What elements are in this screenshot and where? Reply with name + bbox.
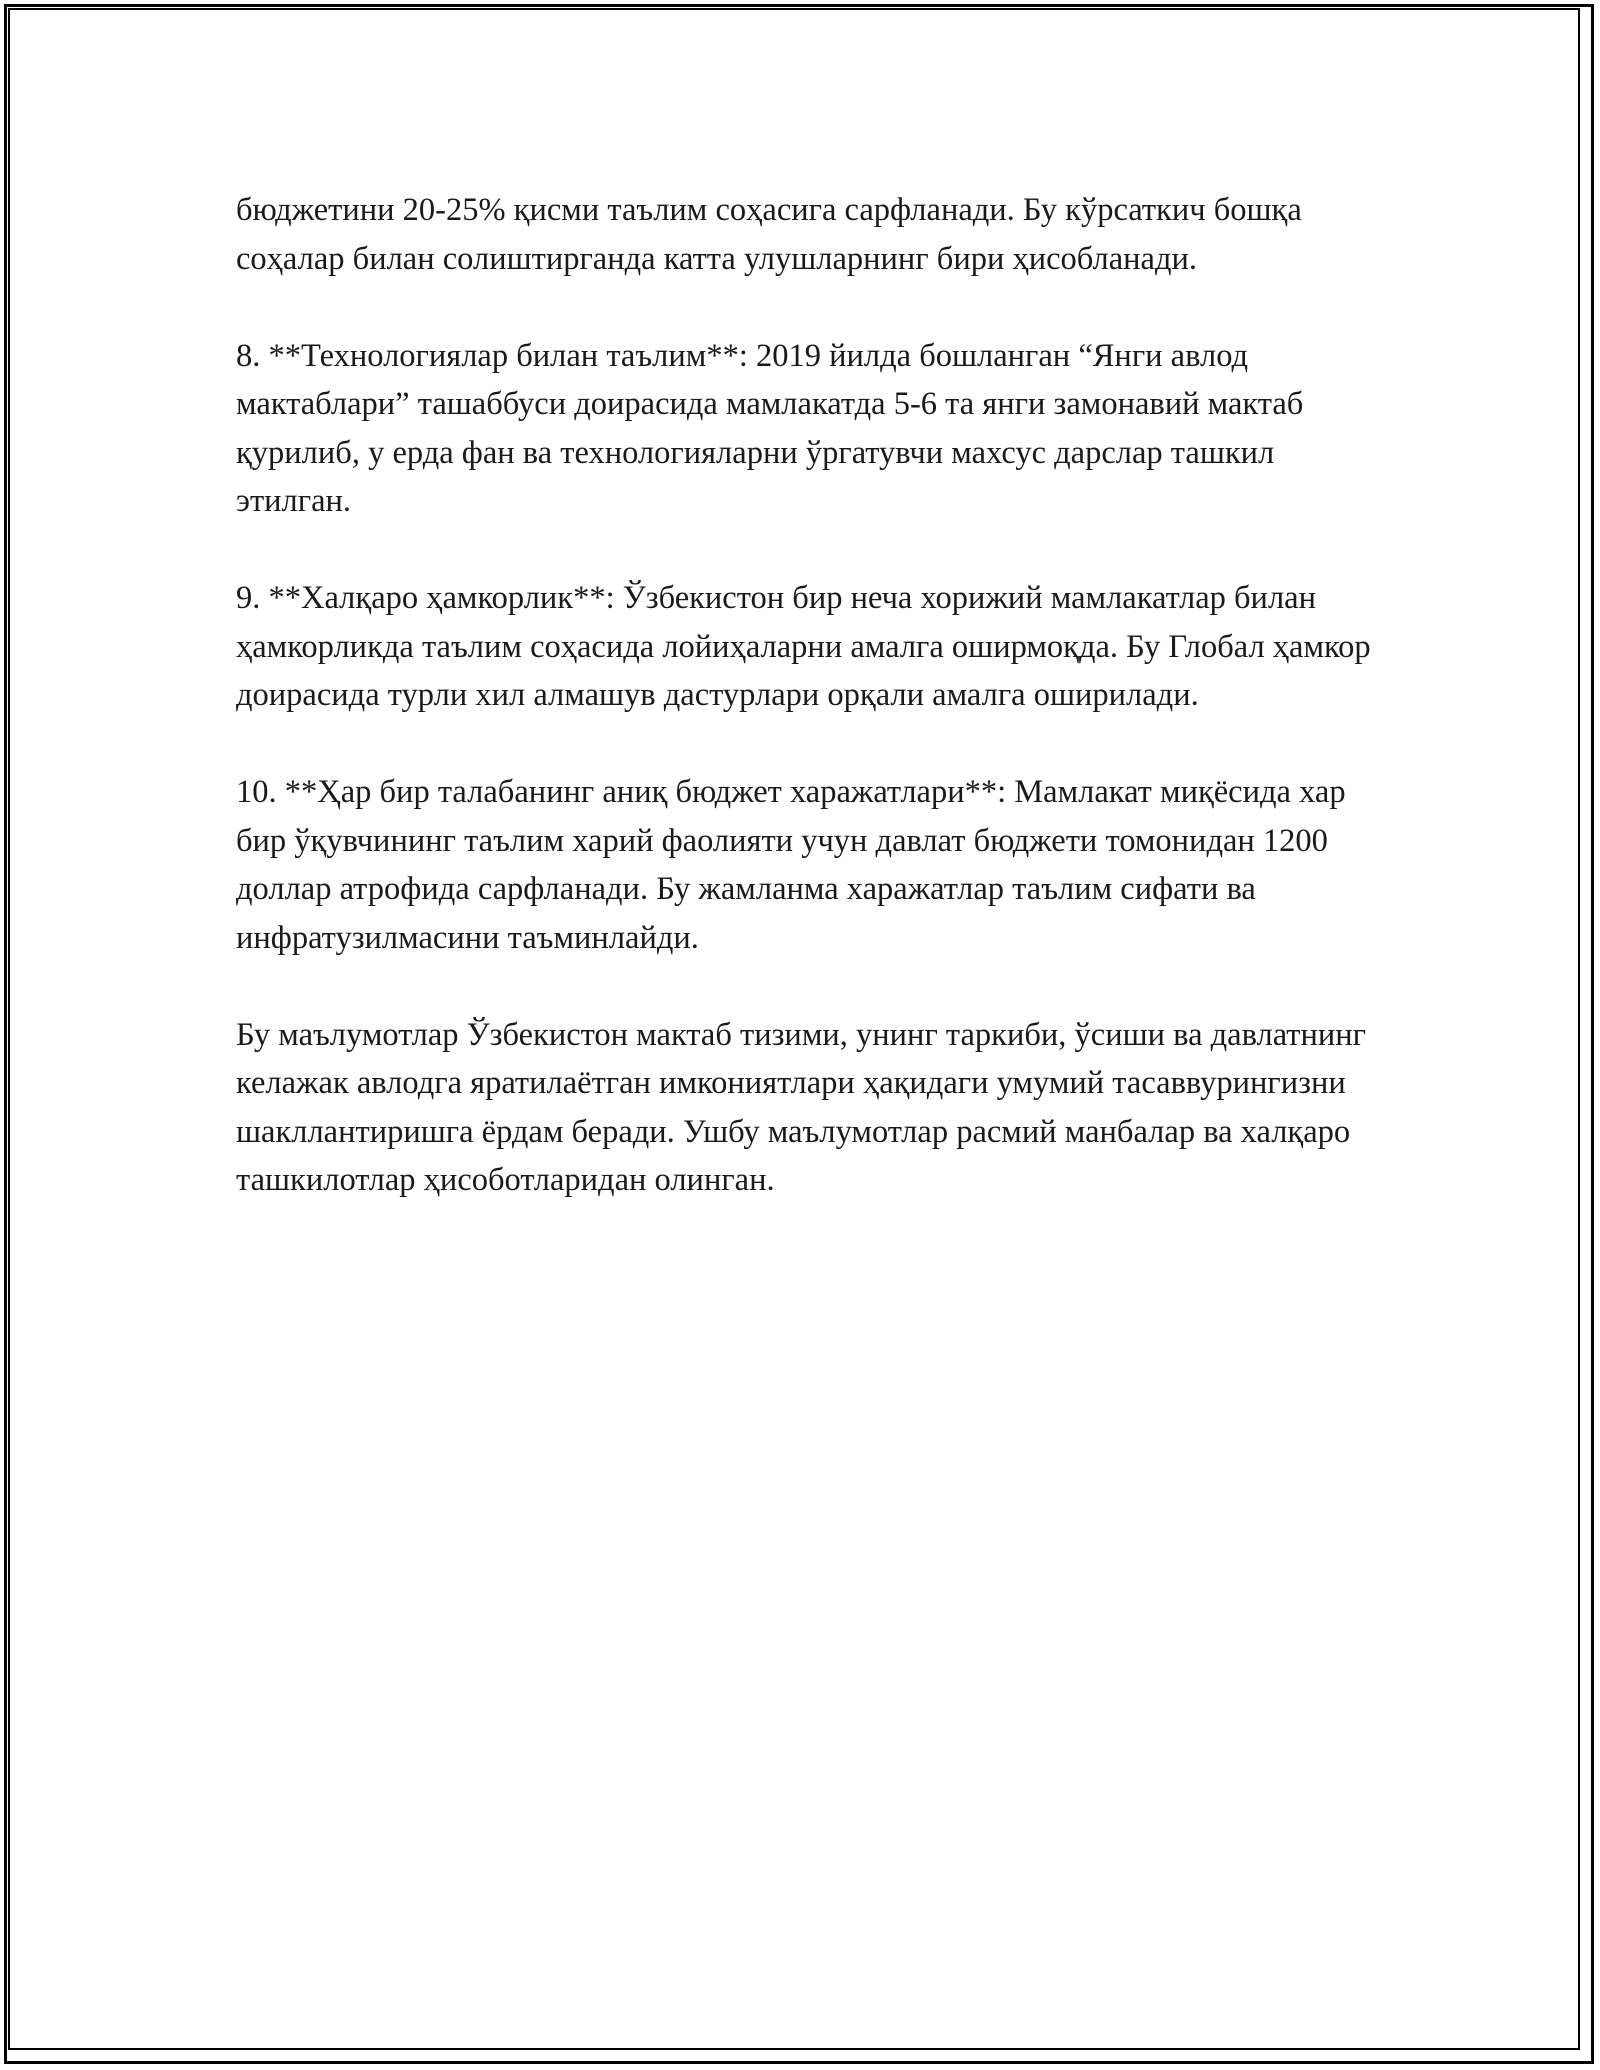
paragraph-budget-share: бюджетини 20-25% қисми таълим соҳасига сарфланади. Бу кўрсаткич бошқа соҳалар билан солиштирганда катта улушларнинг бири ҳисобланади. xyxy=(236,192,1302,277)
document-body xyxy=(236,186,1376,1253)
paragraph-item-10-student-budget: 10. **Ҳар бир талабанинг аниқ бюджет харажатлари**: Мамлакат миқёсида хар бир ўқувчининг таълим харий фаолияти учун давлат бюджети томонидан 1200 доллар атрофида сарфланади. Бу жамланма харажатлар таълим сифати ва инфратузилмасини таъминлайди. xyxy=(236,774,1346,956)
paragraph-item-8-technology: 8. **Технологиялар билан таълим**: 2019 йилда бошланган “Янги авлод мактаблари” ташаббуси доирасида мамлакатда 5-6 та янги замонавий мактаб қурилиб, у ерда фан ва технологияларни ўргатувчи махсус дарслар ташкил этилган. xyxy=(236,337,1304,519)
paragraph-item-9-cooperation: 9. **Халқаро ҳамкорлик**: Ўзбекистон бир неча хорижий мамлакатлар билан ҳамкорликда таълим соҳасида лойиҳаларни амалга оширмоқда. Бу Глобал ҳамкор доирасида турли хил алмашув дастурлари орқали амалга оширилади. xyxy=(236,580,1371,713)
paragraph-conclusion: Бу маълумотлар Ўзбекистон мактаб тизими, унинг таркиби, ўсиши ва давлатнинг келажак авлодга яратилаётган имкониятлари ҳақидаги умумий тасаввурингизни шакллантиришга ёрдам беради. Ушбу маълумотлар расмий манбалар ва халқаро ташкилотлар ҳисоботларидан олинган. xyxy=(236,1016,1367,1198)
